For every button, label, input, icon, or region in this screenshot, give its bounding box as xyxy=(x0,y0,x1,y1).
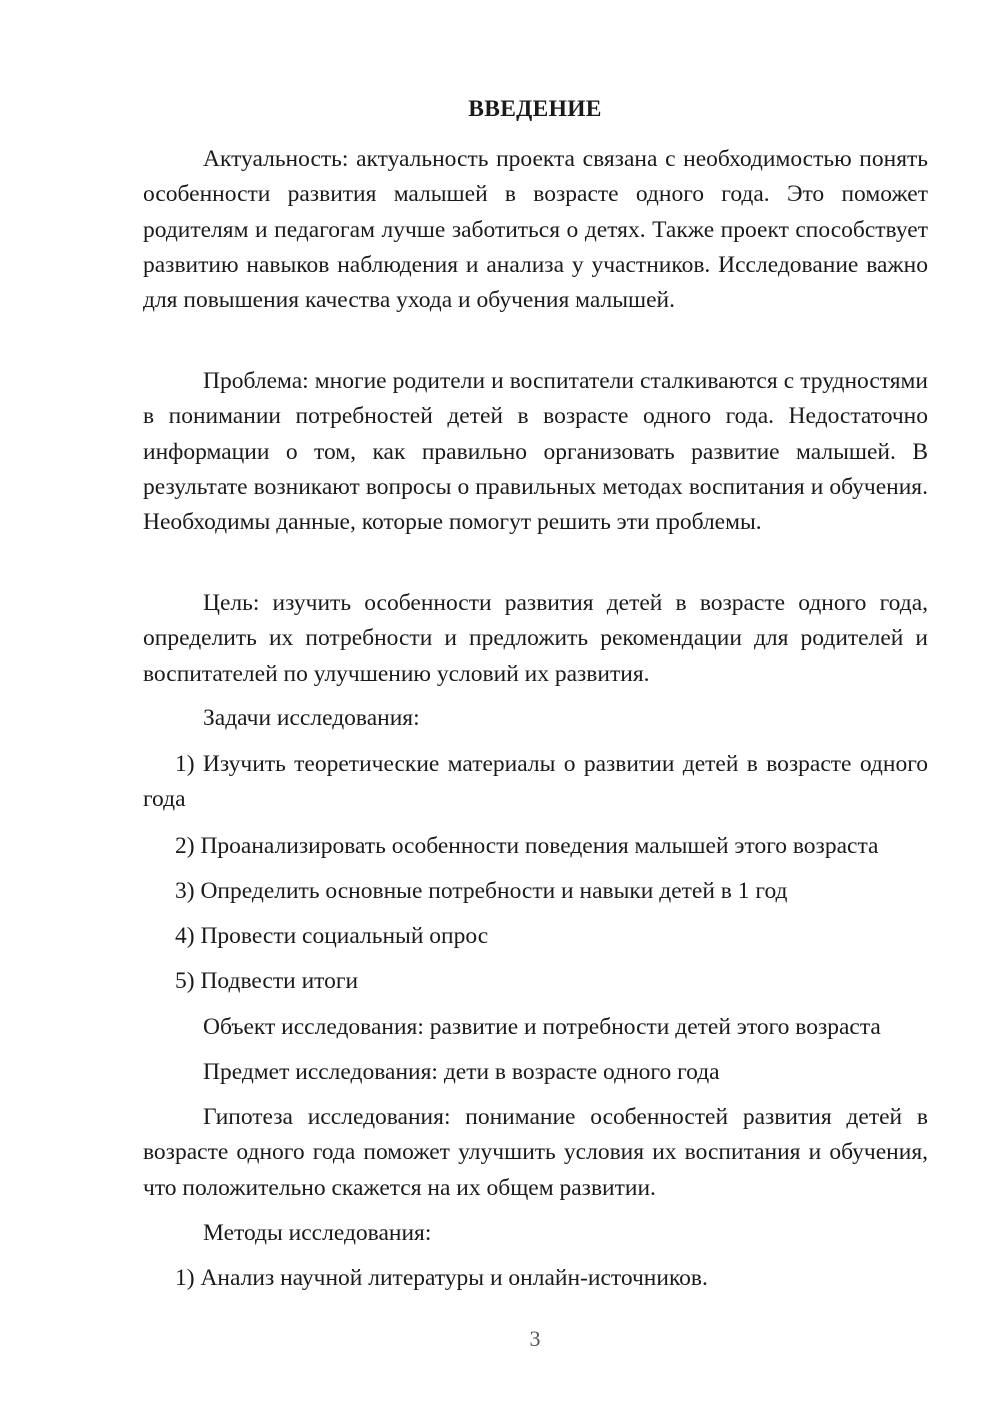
tasks-heading: Задачи исследования: xyxy=(203,705,420,731)
problem-paragraph: Проблема: многие родители и воспитатели сталкиваются с трудностями в понимании потребностей детей в возрасте одного года. Недостаточно информации о том, как правильно организовать развитие малышей. В результате возникают вопросы о правильных методах воспитания и обучения. Необходимы данные, которые помогут решить эти проблемы. xyxy=(143,368,928,536)
subject-line: Предмет исследования: дети в возрасте одного года xyxy=(203,1059,720,1085)
page-number: 3 xyxy=(529,1326,541,1351)
task-item-4: 4) Провести социальный опрос xyxy=(175,923,489,949)
object-line: Объект исследования: развитие и потребности детей этого возраста xyxy=(203,1014,881,1040)
task-item-2: 2) Проанализировать особенности поведения малышей этого возраста xyxy=(175,833,879,859)
goal-paragraph: Цель: изучить особенности развития детей в возрасте одного года, определить их потребности и предложить рекомендации для родителей и воспитателей по улучшению условий их развития. xyxy=(143,590,928,687)
task-item-5: 5) Подвести итоги xyxy=(175,968,359,994)
relevance-paragraph: Актуальность: актуальность проекта связана с необходимостью понять особенности развития малышей в возрасте одного года. Это поможет родителям и педагогам лучше заботиться о детях. Также проект способствует развитию навыков наблюдения и анализа у участников. Исследование важно для повышения качества ухода и обучения малышей. xyxy=(143,146,928,314)
page-title: ВВЕДЕНИЕ xyxy=(468,96,602,122)
method-item-1: 1) Анализ научной литературы и онлайн-источников. xyxy=(175,1265,708,1291)
hypothesis-paragraph: Гипотеза исследования: понимание особенностей развития детей в возрасте одного года поможет улучшить условия их воспитания и обучения, что положительно скажется на их общем развитии. xyxy=(143,1104,928,1201)
task-item-1: 1) Изучить теоретические материалы о развитии детей в возрасте одного года xyxy=(143,751,928,813)
task-item-3: 3) Определить основные потребности и навыки детей в 1 год xyxy=(175,878,788,904)
methods-heading: Методы исследования: xyxy=(203,1220,432,1246)
